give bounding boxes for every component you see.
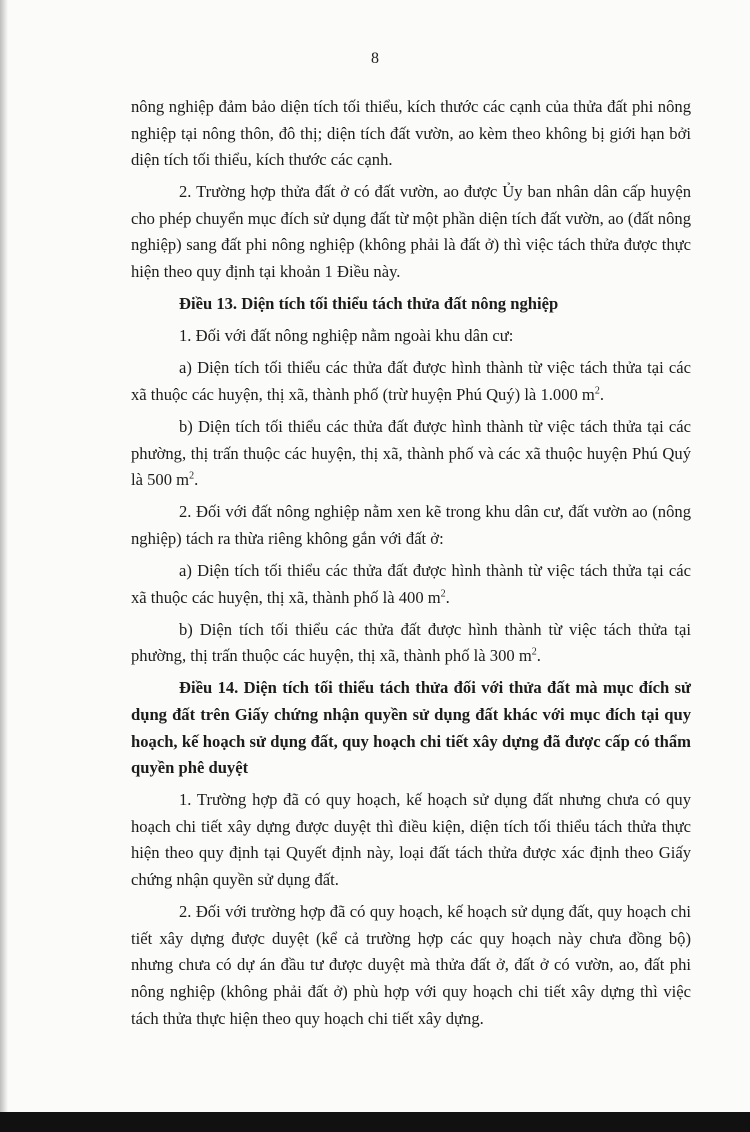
article-14-clause-2: 2. Đối với trường hợp đã có quy hoạch, kế hoạch sử dụng đất, quy hoạch chi tiết xây dựng được duyệt (kể cả trường hợp các quy hoạch này chưa đồng bộ) nhưng chưa có dự án đầu tư được duyệt mà thửa đất ở, đất ở có vườn, ao, đất phi nông nghiệp (không phải đất ở) phù hợp với quy hoạch chi tiết xây dựng thì việc tách thửa thực hiện theo quy hoạch chi tiết xây dựng. <box>131 902 691 1028</box>
article-13-heading: Điều 13. Diện tích tối thiểu tách thửa đất nông nghiệp <box>179 294 559 314</box>
end-mark: . <box>536 646 541 666</box>
unit-superscript: 2 <box>594 385 600 397</box>
paragraph-continuation: nông nghiệp đảm bảo diện tích tối thiểu, kích thước các cạnh của thửa đất phi nông nghiệp tại nông thôn, đô thị; diện tích đất vườn, ao kèm theo không bị giới hạn bởi diện tích tối thiểu, kích thước các cạnh. <box>131 97 691 170</box>
paragraph-clause-2: 2. Trường hợp thửa đất ở có đất vườn, ao được Ủy ban nhân dân cấp huyện cho phép chuyển mục đích sử dụng đất từ một phần diện tích đất vườn, ao (đất nông nghiệp) sang đất phi nông nghiệp (không phải là đất ở) thì việc tách thửa được thực hiện theo quy định tại khoản 1 Điều này. <box>131 182 691 282</box>
clause-text: b) Diện tích tối thiểu các thửa đất được hình thành từ việc tách thửa tại phường, thị trấn thuộc các huyện, thị xã, thành phố là 300 m <box>131 619 691 666</box>
page-edge-shadow <box>0 0 8 1112</box>
article-13-clause-2a <box>131 558 691 611</box>
unit-superscript: 2 <box>189 470 195 482</box>
end-mark: . <box>445 587 450 607</box>
article-13-clause-1b <box>131 414 691 494</box>
article-13-clause-1a <box>131 355 691 408</box>
page-number: 8 <box>371 50 379 67</box>
screen-bottom-bar <box>0 1112 750 1132</box>
article-13-clause-1: 1. Đối với đất nông nghiệp nằm ngoài khu dân cư: <box>179 326 514 346</box>
unit-superscript: 2 <box>440 588 446 600</box>
article-13-clause-2: 2. Đối với đất nông nghiệp nằm xen kẽ trong khu dân cư, đất vườn ao (nông nghiệp) tách ra thừa riêng không gắn với đất ở: <box>131 502 691 548</box>
document-body <box>131 94 691 1038</box>
clause-text: b) Diện tích tối thiểu các thửa đất được hình thành từ việc tách thửa tại các phường, thị trấn thuộc các huyện, thị xã, thành phố và các xã thuộc huyện Phú Quý là 500 m <box>131 417 691 490</box>
article-14-clause-1: 1. Trường hợp đã có quy hoạch, kế hoạch sử dụng đất nhưng chưa có quy hoạch chi tiết xây dựng được duyệt thì điều kiện, diện tích tối thiểu tách thửa thực hiện theo quy định tại Quyết định này, loại đất tách thửa được xác định theo Giấy chứng nhận quyền sử dụng đất. <box>131 790 691 890</box>
clause-text: a) Diện tích tối thiểu các thửa đất được hình thành từ việc tách thửa tại các xã thuộc các huyện, thị xã, thành phố là 400 m <box>131 561 691 607</box>
end-mark: . <box>194 470 199 490</box>
clause-text: a) Diện tích tối thiểu các thửa đất được hình thành từ việc tách thửa tại các xã thuộc các huyện, thị xã, thành phố (trừ huyện Phú Quý) là 1.000 m <box>131 358 691 404</box>
end-mark: . <box>599 384 604 404</box>
unit-superscript: 2 <box>531 646 537 658</box>
article-14-heading: Điều 14. Diện tích tối thiểu tách thửa đối với thửa đất mà mục đích sử dụng đất trên Giấy chứng nhận quyền sử dụng đất khác với mục đích tại quy hoạch, kế hoạch sử dụng đất, quy hoạch chi tiết xây dựng đã được cấp có thẩm quyền phê duyệt <box>131 678 691 778</box>
article-13-clause-2b <box>131 617 691 670</box>
